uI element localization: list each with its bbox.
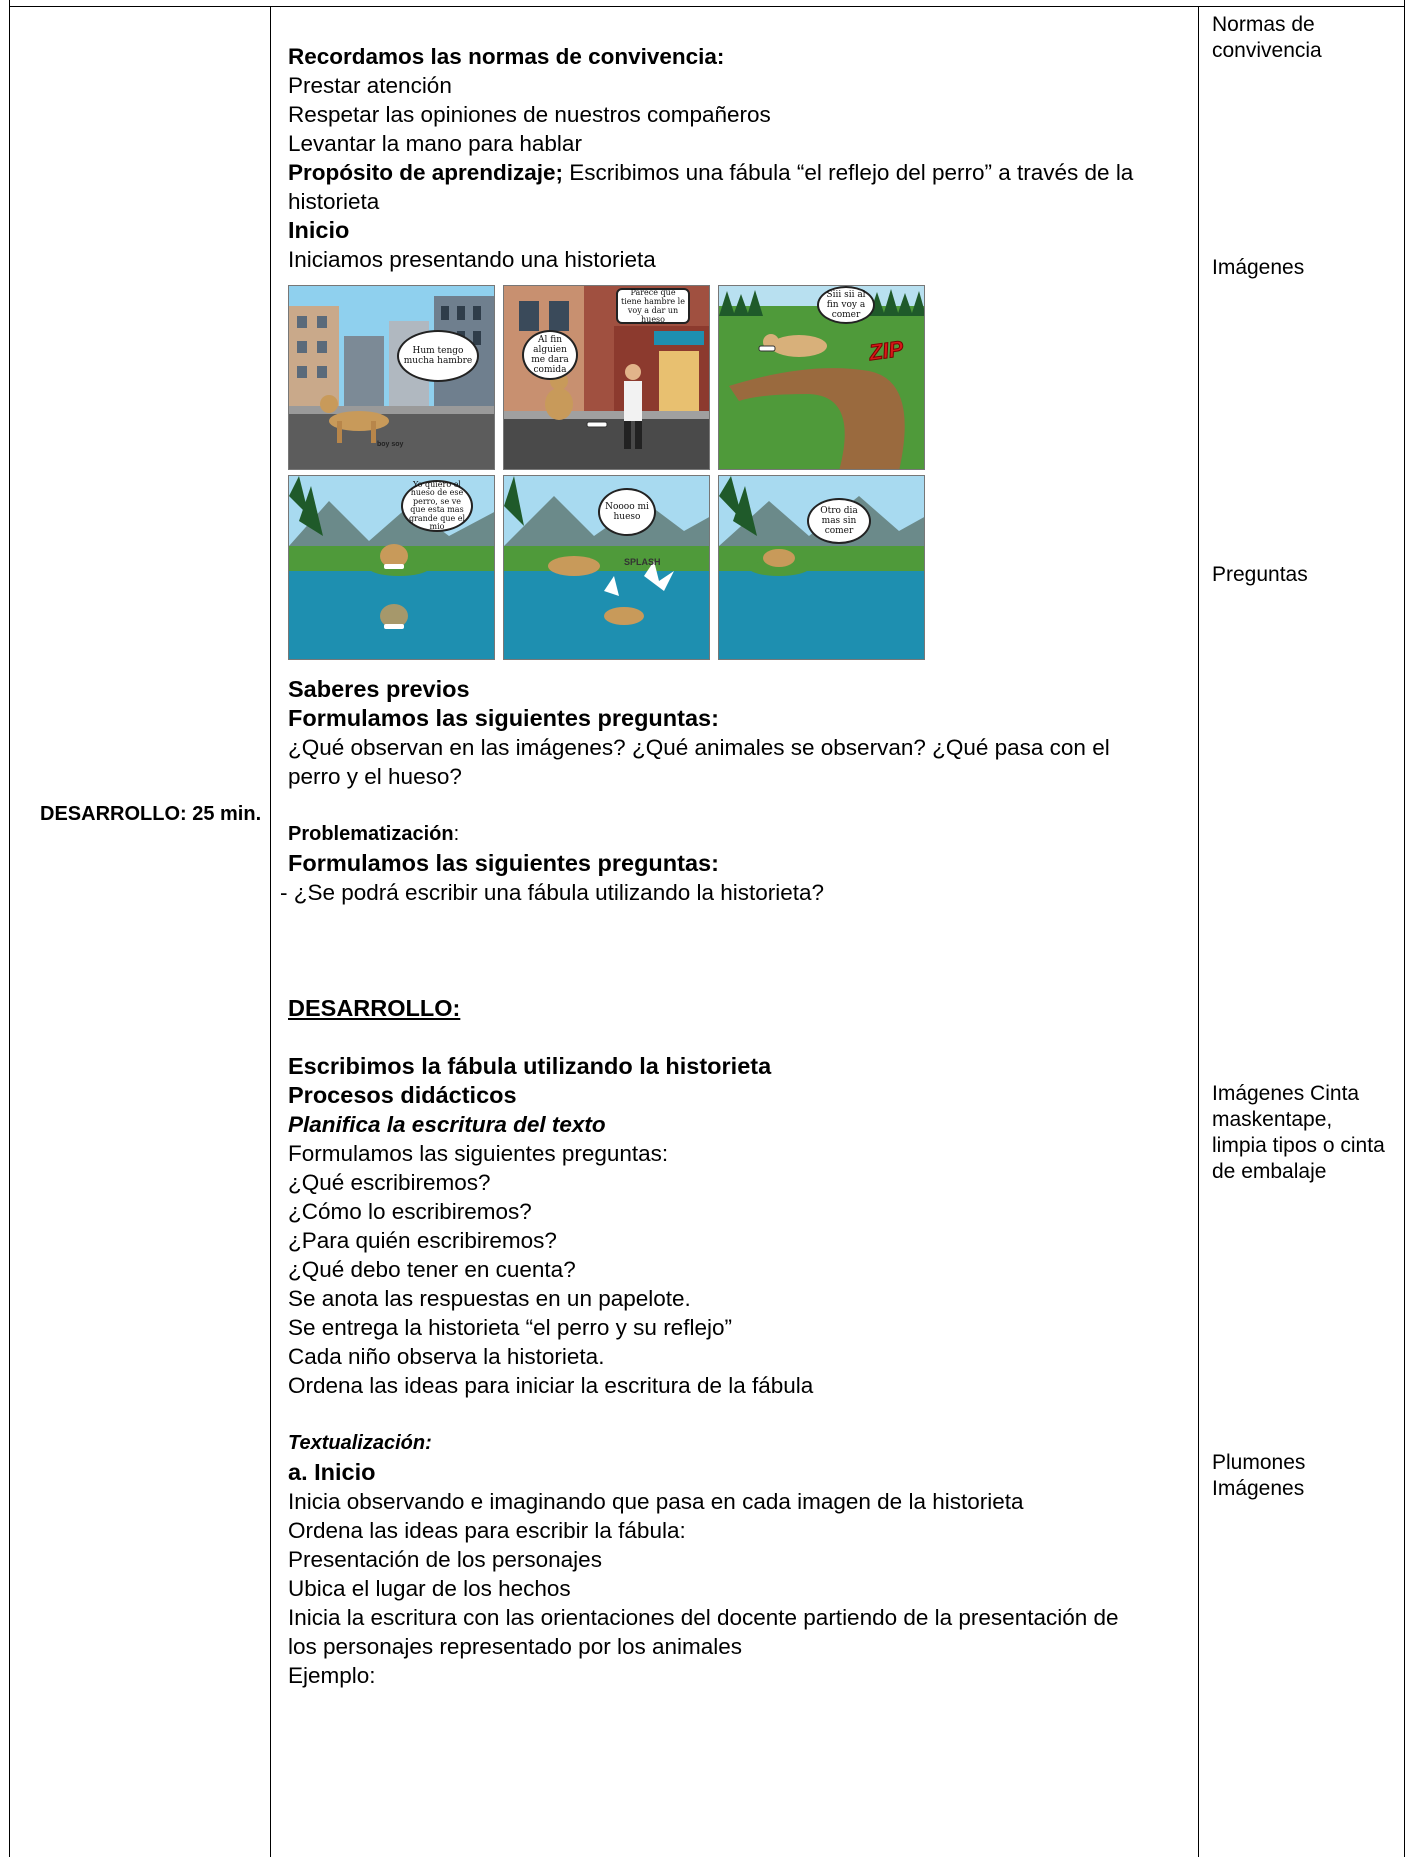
problematizacion-colon: :	[453, 823, 460, 845]
planifica-line: Formulamos las siguientes preguntas:	[288, 1141, 669, 1166]
normas-title: Recordamos las normas de convivencia:	[288, 44, 725, 69]
textualizacion-heading: Textualización:	[288, 1432, 432, 1454]
resource-preguntas: Preguntas	[1212, 563, 1308, 586]
saberes-sub: Formulamos las siguientes preguntas:	[288, 705, 719, 731]
panel-caption: boy soy	[377, 441, 404, 448]
speech-bubble: Hum tengo mucha hambre	[397, 330, 479, 382]
speech-bubble: Yo quiero el hueso de ese perro, se ve que esta mas grande que el mio	[401, 480, 473, 532]
problematizacion-item: - ¿Se podrá escribir una fábula utilizando la historieta?	[280, 880, 825, 905]
comic-panel-4	[288, 475, 495, 660]
saberes-questions-cont: perro y el hueso?	[288, 764, 462, 789]
resource-normas: Normas de convivencia	[1212, 13, 1322, 62]
comic-panel-2	[503, 285, 710, 470]
planifica-line: Se entrega la historieta “el perro y su reflejo”	[288, 1315, 732, 1340]
desarrollo-heading: DESARROLLO:	[288, 995, 461, 1021]
speech-bubble-dog: Al fin alguien me dara comida	[522, 330, 578, 380]
planifica-line: Se anota las respuestas en un papelote.	[288, 1286, 691, 1311]
planifica-heading: Planifica la escritura del texto	[288, 1112, 606, 1137]
speech-bubble: Noooo mi hueso	[598, 488, 656, 536]
textualizacion-line: Ordena las ideas para escribir la fábula:	[288, 1518, 686, 1543]
main-content-cell	[280, 42, 1188, 1690]
inicio-text: Iniciamos presentando una historieta	[288, 247, 656, 272]
splash-sound-effect: SPLASH	[624, 557, 661, 567]
planifica-line: Ordena las ideas para iniciar la escritura de la fábula	[288, 1373, 814, 1398]
saberes-heading: Saberes previos	[288, 676, 470, 702]
proposito-line	[288, 158, 1188, 187]
planifica-line: ¿Para quién escribiremos?	[288, 1228, 557, 1253]
resource-imagenes: Imágenes	[1212, 256, 1305, 279]
phase-label: DESARROLLO: 25 min.	[40, 803, 262, 825]
textualizacion-line: Presentación de los personajes	[288, 1547, 602, 1572]
saberes-questions: ¿Qué observan en las imágenes? ¿Qué animales se observan? ¿Qué pasa con el	[288, 735, 1110, 760]
textualizacion-line: Inicia la escritura con las orientaciones del docente partiendo de la presentación de	[288, 1605, 1119, 1630]
textualizacion-line: Ubica el lugar de los hechos	[288, 1576, 571, 1601]
proposito-text: Escribimos una fábula “el reflejo del perro” a través de la	[563, 160, 1134, 185]
comic-panel-5	[503, 475, 710, 660]
comic-panel-1	[288, 285, 495, 470]
speech-bubble: Siii sii al fin voy a comer	[817, 286, 875, 324]
norma-item: Levantar la mano para hablar	[288, 131, 582, 156]
comic-panel-3	[718, 285, 925, 470]
column-divider-2	[1198, 6, 1199, 1857]
proposito-label: Propósito de aprendizaje;	[288, 160, 564, 185]
resource-materials: Imágenes Cinta maskentape, limpia tipos o cinta de embalaje	[1212, 1082, 1385, 1183]
desarrollo-line2: Procesos didácticos	[288, 1082, 517, 1108]
norma-item: Respetar las opiniones de nuestros compañeros	[288, 102, 771, 127]
resource-plumones: Plumones Imágenes	[1212, 1451, 1306, 1500]
planifica-line: ¿Cómo lo escribiremos?	[288, 1199, 532, 1224]
planifica-line: ¿Qué escribiremos?	[288, 1170, 491, 1195]
planifica-line: Cada niño observa la historieta.	[288, 1344, 605, 1369]
comic-panel-6	[718, 475, 925, 660]
proposito-text-cont: historieta	[288, 189, 380, 214]
textualizacion-line: Inicia observando e imaginando que pasa en cada imagen de la historieta	[288, 1489, 1024, 1514]
zip-sound-effect: ZIP	[867, 335, 905, 366]
textualizacion-line: los personajes representado por los animales	[288, 1634, 743, 1659]
problematizacion-sub: Formulamos las siguientes preguntas:	[288, 850, 719, 876]
desarrollo-line1: Escribimos la fábula utilizando la historieta	[288, 1053, 772, 1079]
problematizacion-line	[288, 820, 1188, 849]
a-inicio-heading: a. Inicio	[288, 1459, 376, 1485]
speech-bubble: Otro dia mas sin comer	[807, 498, 871, 544]
norma-item: Prestar atención	[288, 73, 452, 98]
planifica-line: ¿Qué debo tener en cuenta?	[288, 1257, 576, 1282]
inicio-heading: Inicio	[288, 217, 350, 243]
comic-strip	[288, 285, 926, 661]
column-divider-1	[270, 6, 271, 1857]
speech-bubble-man: Parece que tiene hambre le voy a dar un hueso	[616, 288, 690, 324]
textualizacion-line: Ejemplo:	[288, 1663, 376, 1688]
problematizacion-label: Problematización	[288, 823, 454, 845]
